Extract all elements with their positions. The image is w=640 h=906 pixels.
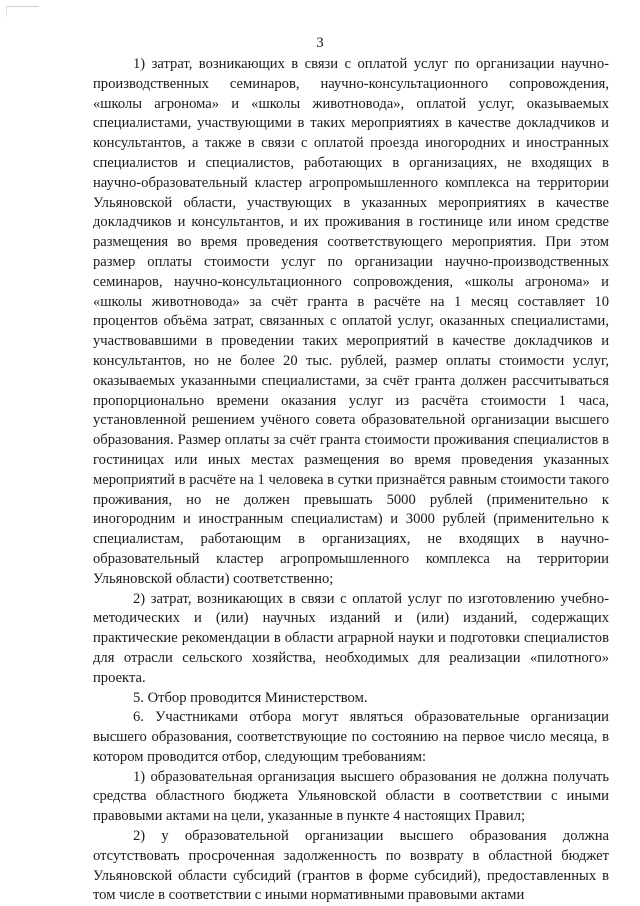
page-number: 3 [316, 35, 324, 51]
paragraph-requirement-1: 1) образовательная организация высшего образования не должна получать средства областного бюджета Ульяновской области в соответствии с иными правовыми актами на цели, указанные в пункте 4 настоящих Правил; [93, 768, 609, 825]
document-body [93, 55, 609, 906]
paragraph-item-2-costs-publications: 2) затрат, возникающих в связи с оплатой услуг по изготовлению учебно-методических и (или) научных изданий и (или) изданий, содержащих практические рекомендации в области аграрной науки и подготовки специалистов для отрасли сельского хозяйства, необходимых для реализации «пилотного» проекта. [93, 590, 609, 686]
paragraph-clause-6-participants: 6. Участниками отбора могут являться образовательные организации высшего образования, соответствующие по состоянию на первое число месяца, в котором проводится отбор, следующим требованиям: [93, 709, 609, 765]
paragraph-item-1-costs-seminars: 1) затрат, возникающих в связи с оплатой услуг по организации научно-производственных семинаров, научно-консультационного сопровождения, «школы агронома» и «школы животновода», оплатой услуг, оказываемых специалистами, участвующими в таких мероприятиях в качестве докладчиков и консультантов, а также в связи с оплатой проезда иногородних и иностранных специалистов и специалистов, работающих в организациях, не входящих в научно-образовательный кластер агропромышленного комплекса на территории Ульяновской области, участвующих в указанных мероприятиях в качестве докладчиков и консультантов, и их проживания в гостинице или ином средстве размещения во время проведения соответствующего мероприятия. При этом размер оплаты стоимости услуг по организации научно-производственных семинаров, научно-консультационного сопровождения, «школы агронома» и «школы животновода» за счёт гранта в расчёте на 1 месяц составляет 10 процентов объёма затрат, связанных с оплатой услуг, оказанных специалистами, участвовавшими в проведении таких мероприятий в качестве докладчиков и консультантов, но не более 20 тыс. рублей, размер оплаты стоимости услуг, оказываемых указанными специалистами, за счёт гранта должен рассчитываться пропорционально времени оказания услуг из расчёта стоимости 1 часа, установленной решением учёного совета образовательной организации высшего образования. Размер оплаты за счёт гранта стоимости проживания специалистов в гостиницах или иных местах размещения во время проведения указанных мероприятий в расчёте на 1 человека в сутки признаётся равным стоимости такого проживания, но не должен превышать 5000 рублей (применительно к иногородним и иностранным специалистам) и 3000 рублей (применительно к специалистам, работающим в организациях, не входящих в научно-образовательный кластер агропромышленного комплекса на территории Ульяновской области) соответственно; [93, 56, 609, 587]
paragraph-requirement-2: 2) у образовательной организации высшего образования должна отсутствовать просроченная задолженность по возврату в областной бюджет Ульяновской области субсидий (грантов в форме субсидий), предоставленных в том числе в соответствии с иными нормативными правовыми актами [93, 828, 609, 904]
paragraph-clause-5-selection: 5. Отбор проводится Министерством. [133, 689, 368, 706]
scan-corner-mark [6, 6, 39, 17]
